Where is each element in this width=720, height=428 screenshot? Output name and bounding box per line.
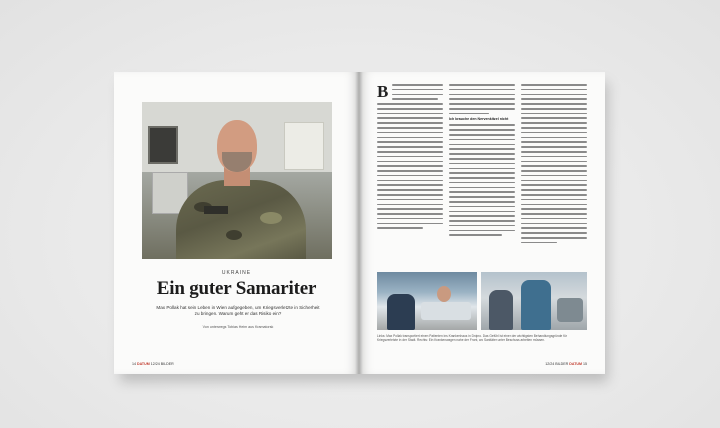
page-folio-left [132,362,174,366]
folio-issue: 12/24 BILDER [545,362,569,366]
camo-spot [260,212,282,224]
page-number: 14 [132,362,136,366]
page-folio-right [545,362,587,366]
right-page [359,72,605,374]
text-lines [377,103,443,229]
name-patch [204,206,228,214]
portrait-photo [142,102,332,259]
text-column-3 [521,84,587,272]
folio-issue: 12/24 BILDER [150,362,174,366]
camo-spot [226,230,242,240]
page-number: 15 [583,362,587,366]
body-text-columns [377,84,587,272]
drop-cap: B [377,82,389,101]
photo-uniform [176,180,306,259]
article-byline: Von unterwegs Tobias Heim aus Kramatorsk [202,325,274,329]
text-column-1 [377,84,443,272]
folio-brand: DATUM [137,362,150,366]
article-title: Ein guter Samariter [156,278,317,299]
photo-window [148,126,178,164]
spine-gutter [355,72,363,374]
ambulance-photo-right [481,272,587,330]
article-lede: Max Pollak hat sein Leben in Wien aufgegeben, um Kriegsverletzte in Sicherheit zu bringen. Warum geht er das Risiko ein? [156,305,320,316]
folio-brand: DATUM [569,362,582,366]
section-kicker: UKRAINE [221,270,252,276]
left-page [114,72,359,374]
text-column-2 [449,84,515,272]
ambulance-photo-left [377,272,477,330]
section-subhead: Ich brauche den Nervenkitzel nicht [449,117,509,122]
photo-noticeboard [284,122,324,170]
photo-caption: Links: Max Pollak transportiert einen Patienten ins Krankenhaus in Dnipro. Das Gefühl ist einer der wichtigsten Behandlungsgründe für Kriegsverletzte in der Stadt. Rechts: Ein Krankenwagen nahe der Front, wo Sanitäter unter Beschuss arbeiten müssen. [377,334,567,343]
